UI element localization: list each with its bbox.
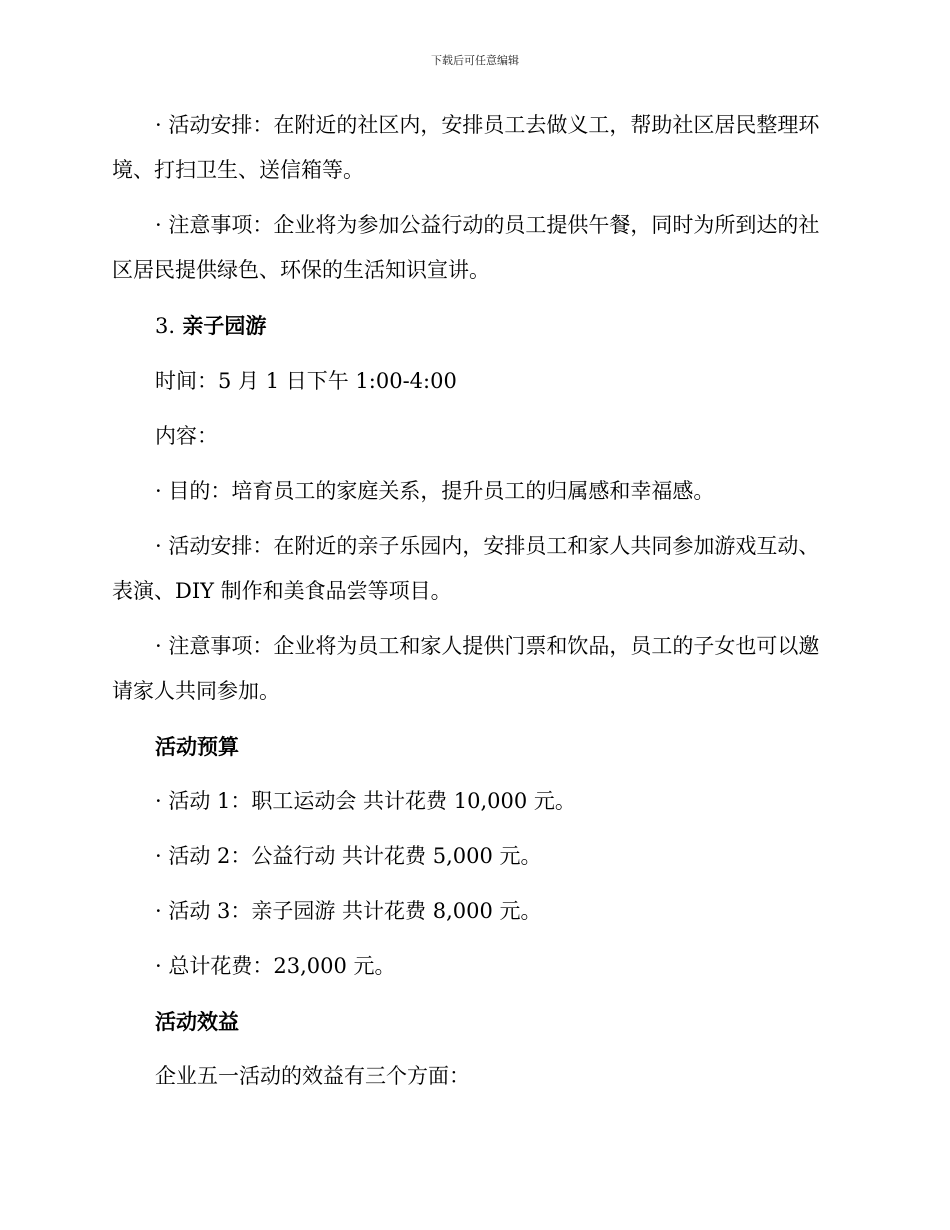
- budget-total: · 总计花费：23,000 元。: [155, 954, 396, 978]
- section3-notes: · 注意事项：企业将为员工和家人提供门票和饮品，员工的子女也可以邀请家人共同参加。: [112, 634, 820, 703]
- section3-title: 亲子园游: [182, 313, 267, 338]
- benefits-heading: 活动效益: [155, 1009, 239, 1034]
- page-header: 下载后可任意编辑: [431, 54, 519, 67]
- document-body: [112, 103, 828, 1109]
- section2-arrangement: · 活动安排：在附近的社区内，安排员工去做义工，帮助社区居民整理环境、打扫卫生、送信箱等。: [112, 113, 820, 182]
- budget-item: · 活动 1：职工运动会 共计花费 10,000 元。: [155, 789, 576, 813]
- section2-notes: · 注意事项：企业将为参加公益行动的员工提供午餐，同时为所到达的社区居民提供绿色、环保的生活知识宣讲。: [112, 213, 820, 282]
- section3-heading: [112, 303, 828, 349]
- budget-heading: 活动预算: [155, 734, 239, 759]
- benefits-intro: 企业五一活动的效益有三个方面：: [155, 1064, 470, 1088]
- section3-arrangement: · 活动安排：在附近的亲子乐园内，安排员工和家人共同参加游戏互动、表演、DIY 制作和美食品尝等项目。: [112, 534, 820, 603]
- section3-time: 时间：5 月 1 日下午 1:00-4:00: [155, 369, 457, 393]
- section3-number: 3.: [155, 314, 176, 338]
- budget-item: · 活动 3：亲子园游 共计花费 8,000 元。: [155, 899, 542, 923]
- section3-purpose: · 目的：培育员工的家庭关系，提升员工的归属感和幸福感。: [155, 479, 715, 503]
- section3-content-label: 内容：: [155, 424, 218, 448]
- budget-item: · 活动 2：公益行动 共计花费 5,000 元。: [155, 844, 542, 868]
